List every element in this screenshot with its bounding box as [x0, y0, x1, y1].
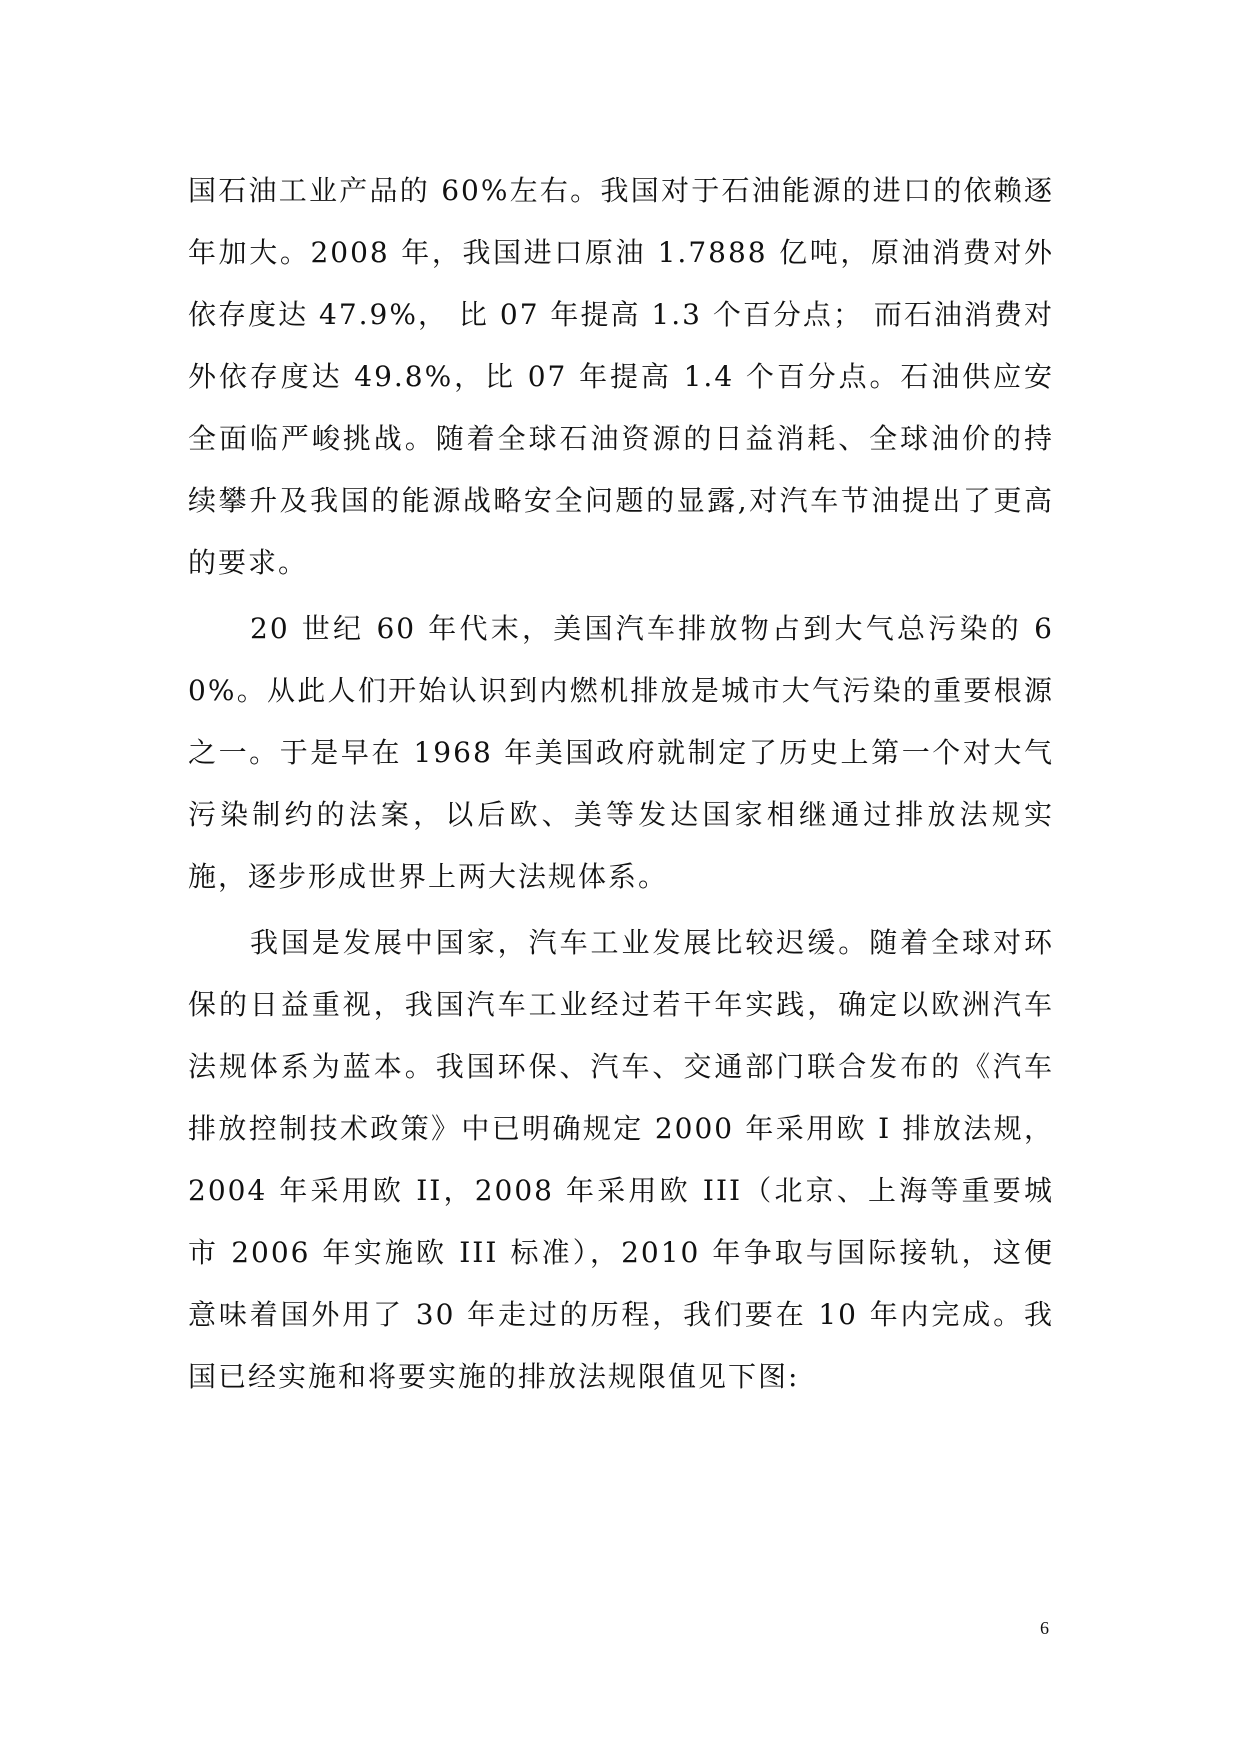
- paragraph-us-emissions-history: 20 世纪 60 年代末，美国汽车排放物占到大气总污染的 60%。从此人们开始认识到内燃机排放是城市大气污染的重要根源之一。于是早在 1968 年美国政府就制定了历史上第一个对大气污染制约的法案，以后欧、美等发达国家相继通过排放法规实施，逐步形成世界上两大法规体系。: [188, 612, 1054, 893]
- body-text: [188, 160, 1054, 1408]
- paragraph-oil-dependency: 国石油工业产品的 60%左右。我国对于石油能源的进口的依赖逐年加大。2008 年，我国进口原油 1.7888 亿吨，原油消费对外依存度达 47.9%， 比 07 年提高 1.3 个百分点； 而石油消费对外依存度达 49.8%，比 07 年提高 1.4 个百分点。石油供应安全面临严峻挑战。随着全球石油资源的日益消耗、全球油价的持续攀升及我国的能源战略安全问题的显露,对汽车节油提出了更高的要求。: [188, 174, 1054, 579]
- paragraph-china-emission-regulations: 我国是发展中国家，汽车工业发展比较迟缓。随着全球对环保的日益重视，我国汽车工业经过若干年实践，确定以欧洲汽车法规体系为蓝本。我国环保、汽车、交通部门联合发布的《汽车排放控制技术政策》中已明确规定 2000 年采用欧 I 排放法规，2004 年采用欧 II，2008 年采用欧 III（北京、上海等重要城市 2006 年实施欧 III 标准），2010 年争取与国际接轨，这便意味着国外用了 30 年走过的历程，我们要在 10 年内完成。我国已经实施和将要实施的排放法规限值见下图:: [188, 926, 1054, 1393]
- page-number: 6: [1040, 1618, 1049, 1638]
